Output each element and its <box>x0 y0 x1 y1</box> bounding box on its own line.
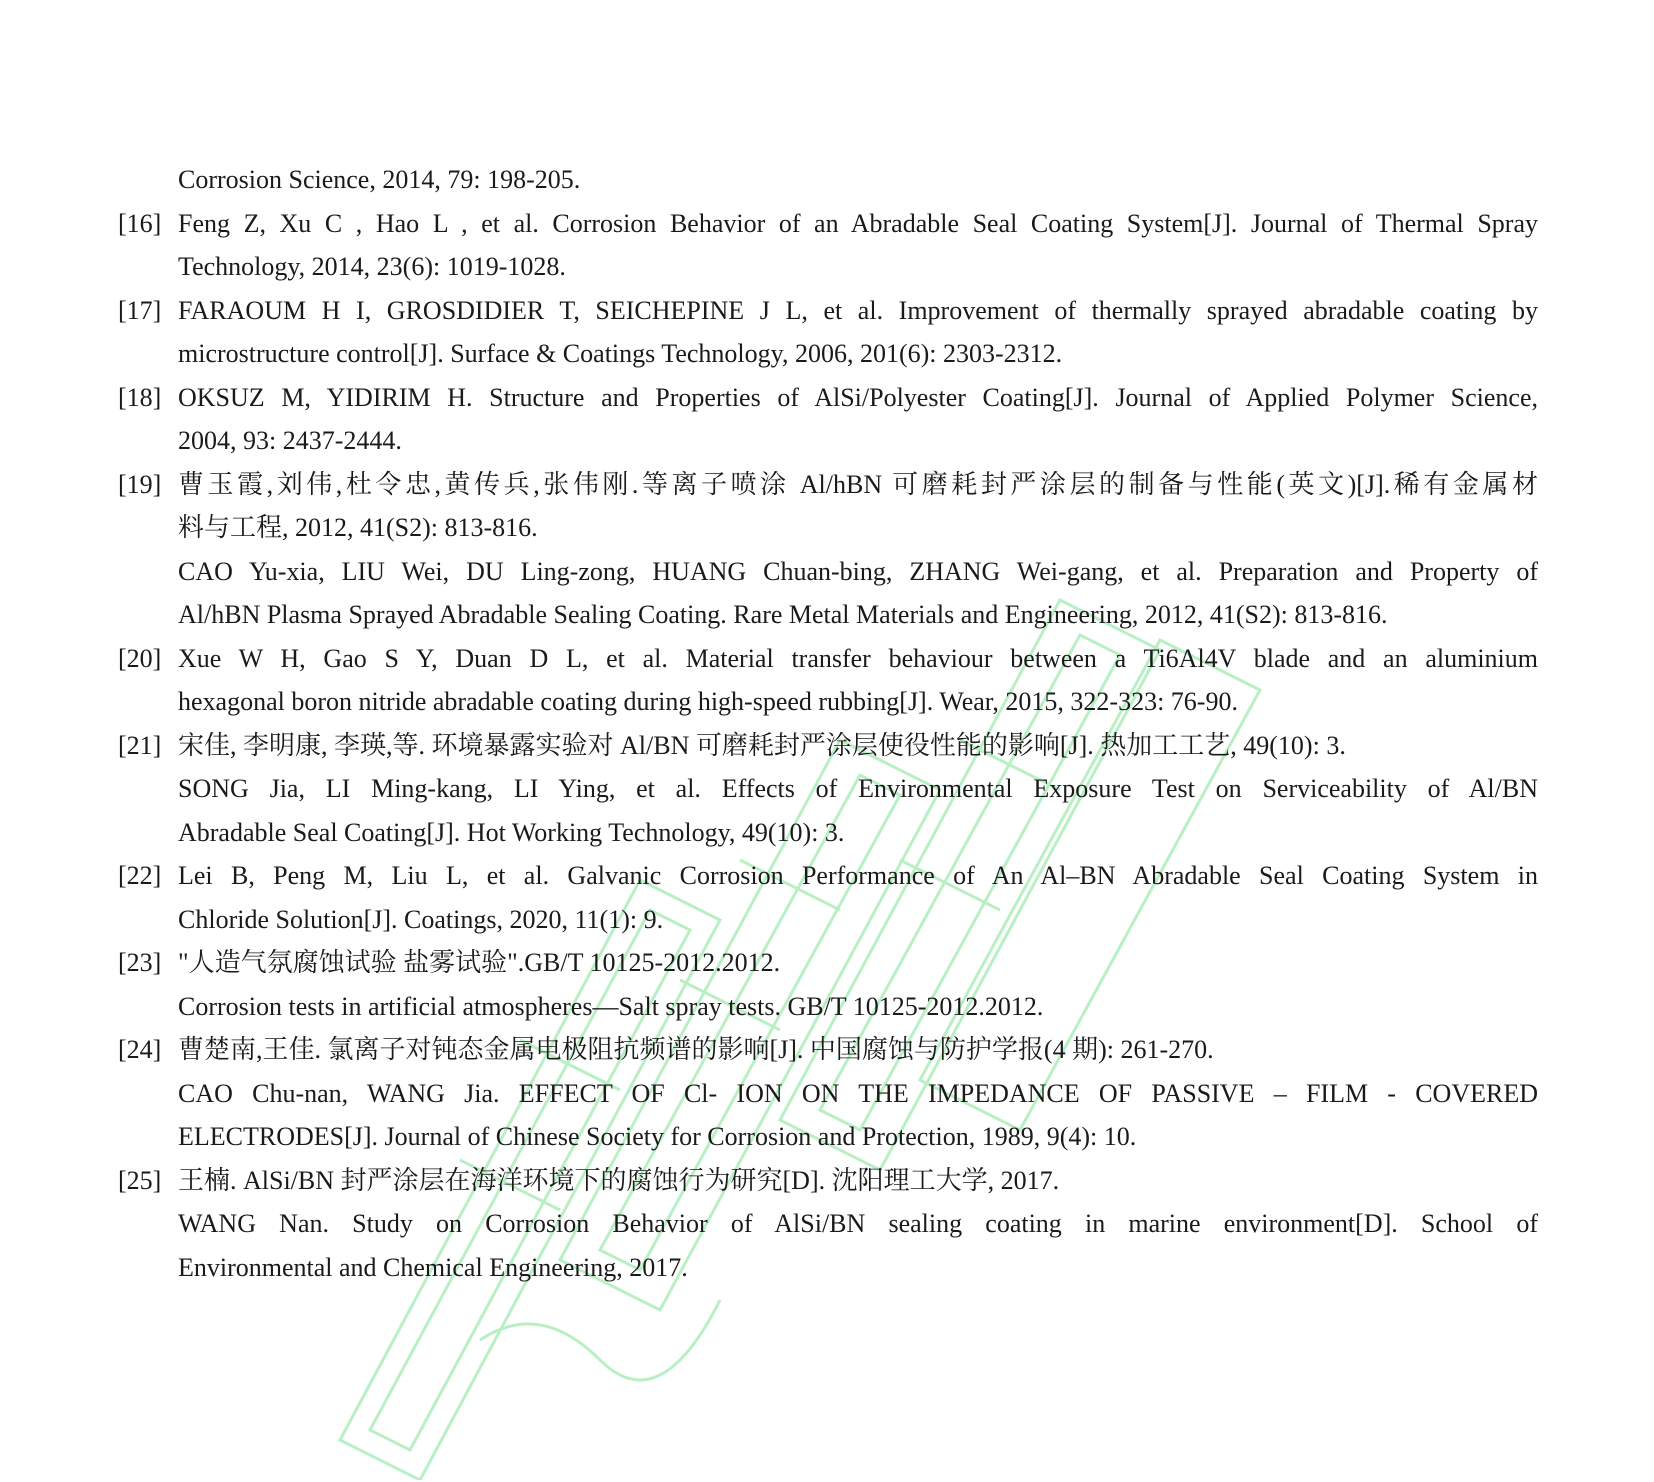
reference-translation-line: Corrosion tests in artificial atmospheres—Salt spray tests. GB/T 10125-2012.2012. <box>178 991 1044 1021</box>
reference-text-line: 2004, 93: 2437-2444. <box>178 426 402 455</box>
reference-translation-line: Environmental and Chemical Engineering, 2017. <box>178 1252 688 1282</box>
reference-translation-line: Al/hBN Plasma Sprayed Abradable Sealing Coating. Rare Metal Materials and Engineering, 2012, 41(S2): 813-816. <box>178 600 1388 629</box>
reference-translation-line: Abradable Seal Coating[J]. Hot Working Technology, 49(10): 3. <box>178 817 845 847</box>
reference-list <box>118 158 1538 1289</box>
reference-entry <box>118 289 1538 376</box>
reference-entry <box>118 1028 1538 1159</box>
reference-text-line: 料与工程, 2012, 41(S2): 813-816. <box>178 513 538 542</box>
reference-entry <box>118 637 1538 724</box>
reference-number: [23] <box>118 948 162 977</box>
reference-entry <box>118 376 1538 463</box>
reference-number: [18] <box>118 382 162 412</box>
reference-translation-line: CAO Yu-xia, LIU Wei, DU Ling-zong, HUANG Chuan-bing, ZHANG Wei-gang, et al. Preparation and Property of <box>178 556 1538 586</box>
reference-text-line: FARAOUM H I, GROSDIDIER T, SEICHEPINE J L, et al. Improvement of thermally sprayed abradable coating by <box>178 295 1538 325</box>
reference-text-line: 宋佳, 李明康, 李瑛,等. 环境暴露实验对 Al/BN 可磨耗封严涂层使役性能的影响[J]. 热加工工艺, 49(10): 3. <box>178 730 1346 760</box>
reference-entry <box>118 1159 1538 1290</box>
reference-entry <box>118 158 1538 202</box>
reference-number: [25] <box>118 1165 162 1195</box>
reference-number: [24] <box>118 1035 162 1064</box>
reference-number: [17] <box>118 295 162 325</box>
reference-text-line: Feng Z, Xu C , Hao L , et al. Corrosion Behavior of an Abradable Seal Coating System[J]. Journal of Thermal Spray <box>178 208 1538 238</box>
reference-entry <box>118 463 1538 637</box>
reference-number: [21] <box>118 730 162 760</box>
reference-number: [19] <box>118 469 162 499</box>
reference-text-line: 曹玉霞,刘伟,杜令忠,黄传兵,张伟刚.等离子喷涂 Al/hBN 可磨耗封严涂层的制备与性能(英文)[J].稀有金属材 <box>178 469 1538 499</box>
reference-text-line: Chloride Solution[J]. Coatings, 2020, 11(1): 9. <box>178 904 664 934</box>
reference-number: [22] <box>118 861 162 890</box>
reference-text-line: OKSUZ M, YIDIRIM H. Structure and Properties of AlSi/Polyester Coating[J]. Journal of Applied Polymer Science, <box>178 382 1538 412</box>
reference-text-line: hexagonal boron nitride abradable coating during high-speed rubbing[J]. Wear, 2015, 322-323: 76-90. <box>178 687 1238 716</box>
reference-number: [16] <box>118 208 162 238</box>
reference-entry <box>118 724 1538 855</box>
reference-number: [20] <box>118 643 162 673</box>
reference-entry <box>118 854 1538 941</box>
reference-translation-line: SONG Jia, LI Ming-kang, LI Ying, et al. Effects of Environmental Exposure Test on Serviceability of Al/BN <box>178 774 1538 803</box>
reference-translation-line: CAO Chu-nan, WANG Jia. EFFECT OF Cl- ION ON THE IMPEDANCE OF PASSIVE – FILM - COVERED <box>178 1078 1538 1108</box>
reference-text-line: 王楠. AlSi/BN 封严涂层在海洋环境下的腐蚀行为研究[D]. 沈阳理工大学, 2017. <box>178 1165 1060 1195</box>
reference-text-line: microstructure control[J]. Surface & Coatings Technology, 2006, 201(6): 2303-2312. <box>178 339 1063 368</box>
reference-entry <box>118 202 1538 289</box>
reference-text-line: Xue W H, Gao S Y, Duan D L, et al. Material transfer behaviour between a Ti6Al4V blade and an aluminium <box>178 643 1538 673</box>
reference-text-line: Lei B, Peng M, Liu L, et al. Galvanic Corrosion Performance of An Al–BN Abradable Seal Coating System in <box>178 861 1538 890</box>
reference-text-line: Technology, 2014, 23(6): 1019-1028. <box>178 252 566 281</box>
reference-text-line: Corrosion Science, 2014, 79: 198-205. <box>178 165 581 194</box>
reference-entry <box>118 941 1538 1028</box>
reference-text-line: "人造气氛腐蚀试验 盐雾试验".GB/T 10125-2012.2012. <box>178 948 781 977</box>
reference-text-line: 曹楚南,王佳. 氯离子对钝态金属电极阻抗频谱的影响[J]. 中国腐蚀与防护学报(4 期): 261-270. <box>178 1035 1214 1064</box>
reference-translation-line: WANG Nan. Study on Corrosion Behavior of AlSi/BN sealing coating in marine environment[D]. School of <box>178 1209 1538 1238</box>
reference-translation-line: ELECTRODES[J]. Journal of Chinese Society for Corrosion and Protection, 1989, 9(4): 10. <box>178 1122 1137 1151</box>
